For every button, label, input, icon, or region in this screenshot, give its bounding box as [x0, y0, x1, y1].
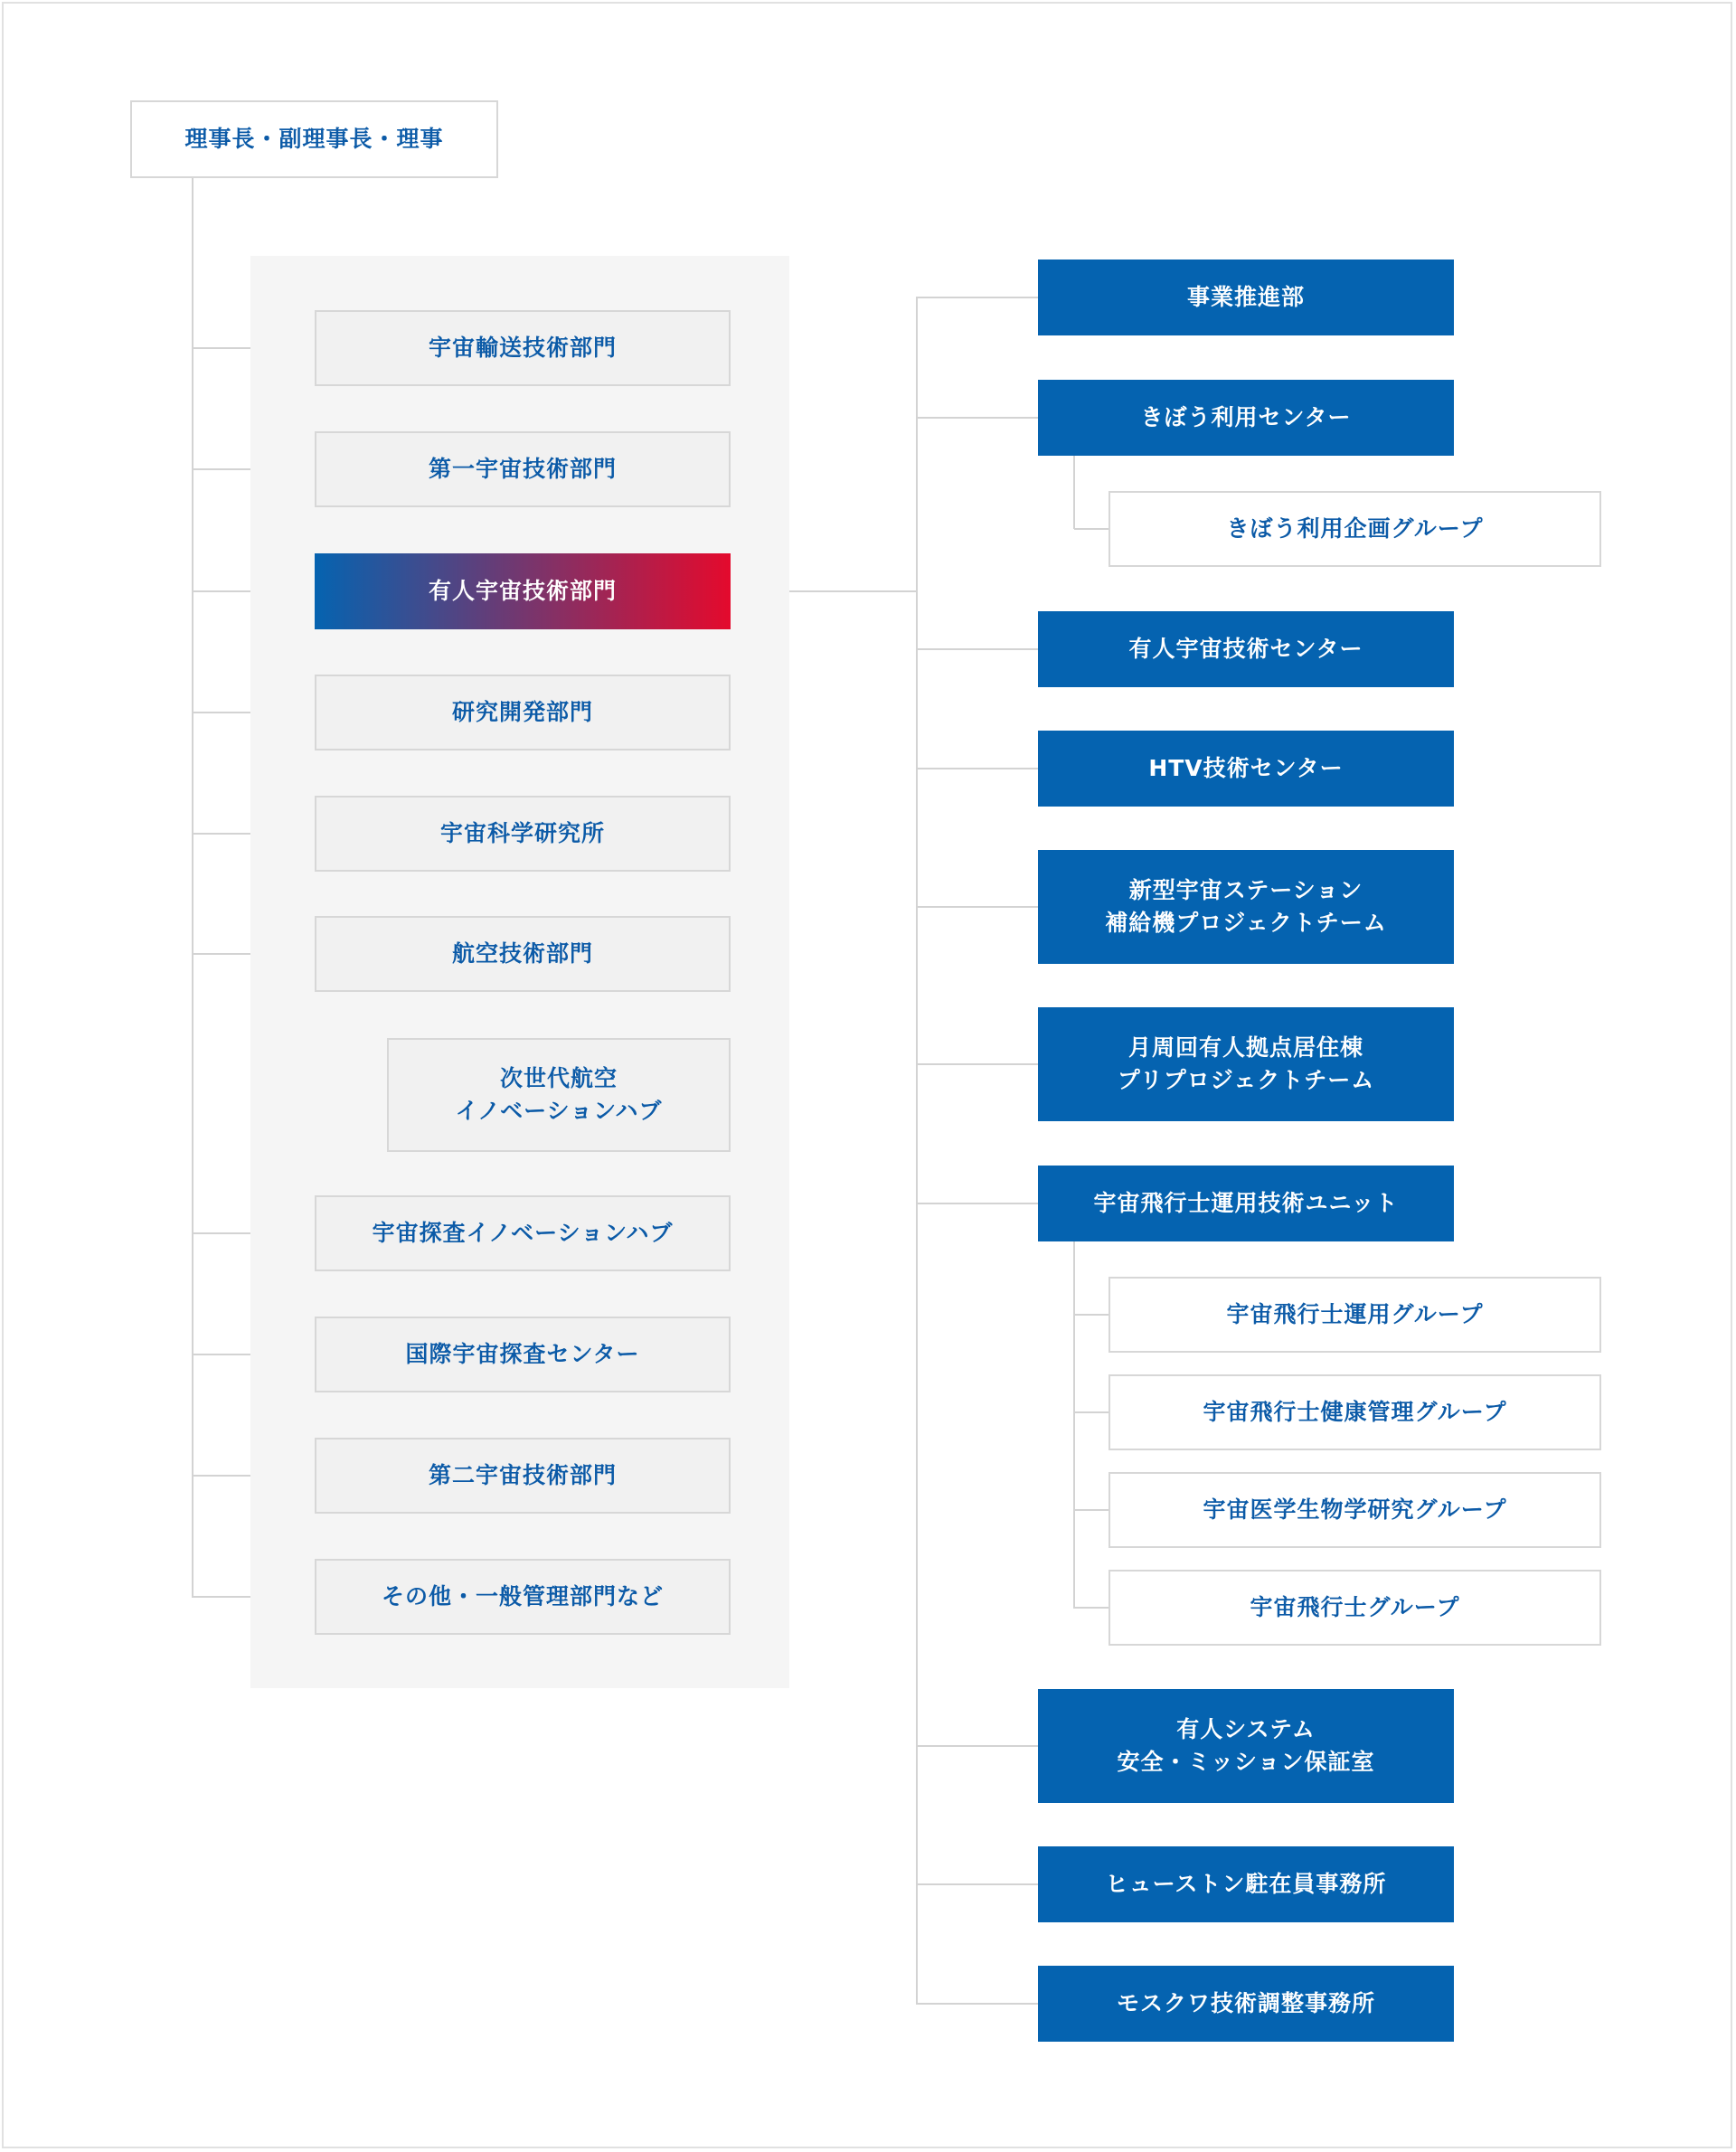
unit-safety-office[interactable]: 有人システム 安全・ミッション保証室 [1038, 1689, 1454, 1803]
connector-line [917, 1883, 1038, 1885]
unit-astronaut-group[interactable]: 宇宙飛行士グループ [1109, 1570, 1601, 1646]
unit-astronaut-ops-group[interactable]: 宇宙飛行士運用グループ [1109, 1277, 1601, 1353]
connector-line [917, 417, 1038, 419]
dept-rnd[interactable]: 研究開発部門 [315, 675, 731, 750]
connector-line [917, 2003, 1038, 2005]
dept-second-space-tech[interactable]: 第二宇宙技術部門 [315, 1438, 731, 1514]
connector-line [917, 648, 1038, 650]
unit-moscow-office[interactable]: モスクワ技術調整事務所 [1038, 1966, 1454, 2042]
dept-next-gen-aviation-hub[interactable]: 次世代航空 イノベーションハブ [387, 1038, 731, 1152]
connector-line [1074, 1411, 1109, 1413]
connector-line [1074, 528, 1109, 530]
unit-htvx-team[interactable]: 新型宇宙ステーション 補給機プロジェクトチーム [1038, 850, 1454, 964]
dept-others[interactable]: その他・一般管理部門など [315, 1559, 731, 1635]
connector-line [917, 1203, 1038, 1204]
unit-business-promotion[interactable]: 事業推進部 [1038, 260, 1454, 335]
unit-kibo-center[interactable]: きぼう利用センター [1038, 380, 1454, 456]
connector-line [1073, 456, 1075, 529]
dept-exploration-hub[interactable]: 宇宙探査イノベーションハブ [315, 1195, 731, 1271]
unit-kibo-planning-group[interactable]: きぼう利用企画グループ [1109, 491, 1601, 567]
connector-line [917, 768, 1038, 769]
unit-space-bio-group[interactable]: 宇宙医学生物学研究グループ [1109, 1472, 1601, 1548]
connector-line [1073, 1241, 1075, 1609]
connector-line [916, 297, 918, 2005]
dept-space-transport[interactable]: 宇宙輸送技術部門 [315, 310, 731, 386]
connector-line [917, 1745, 1038, 1747]
connector-line [1074, 1314, 1109, 1316]
connector-line [917, 297, 1038, 298]
unit-houston-office[interactable]: ヒューストン駐在員事務所 [1038, 1846, 1454, 1922]
dept-aeronautics[interactable]: 航空技術部門 [315, 916, 731, 992]
connector-line [917, 906, 1038, 908]
unit-astronaut-health-group[interactable]: 宇宙飛行士健康管理グループ [1109, 1374, 1601, 1450]
dept-first-space-tech[interactable]: 第一宇宙技術部門 [315, 431, 731, 507]
org-box-root[interactable]: 理事長・副理事長・理事 [130, 100, 498, 178]
connector-line [1074, 1509, 1109, 1511]
unit-htv-center[interactable]: HTV技術センター [1038, 731, 1454, 807]
dept-isas[interactable]: 宇宙科学研究所 [315, 796, 731, 872]
unit-lunar-hab-team[interactable]: 月周回有人拠点居住棟 プリプロジェクトチーム [1038, 1007, 1454, 1121]
unit-astronaut-ops-unit[interactable]: 宇宙飛行士運用技術ユニット [1038, 1166, 1454, 1241]
connector-line [1074, 1607, 1109, 1609]
connector-line [917, 1063, 1038, 1065]
connector-line [192, 178, 193, 1598]
dept-human-spaceflight[interactable]: 有人宇宙技術部門 [315, 553, 731, 629]
unit-human-space-tech-center[interactable]: 有人宇宙技術センター [1038, 611, 1454, 687]
dept-intl-exploration-center[interactable]: 国際宇宙探査センター [315, 1317, 731, 1392]
